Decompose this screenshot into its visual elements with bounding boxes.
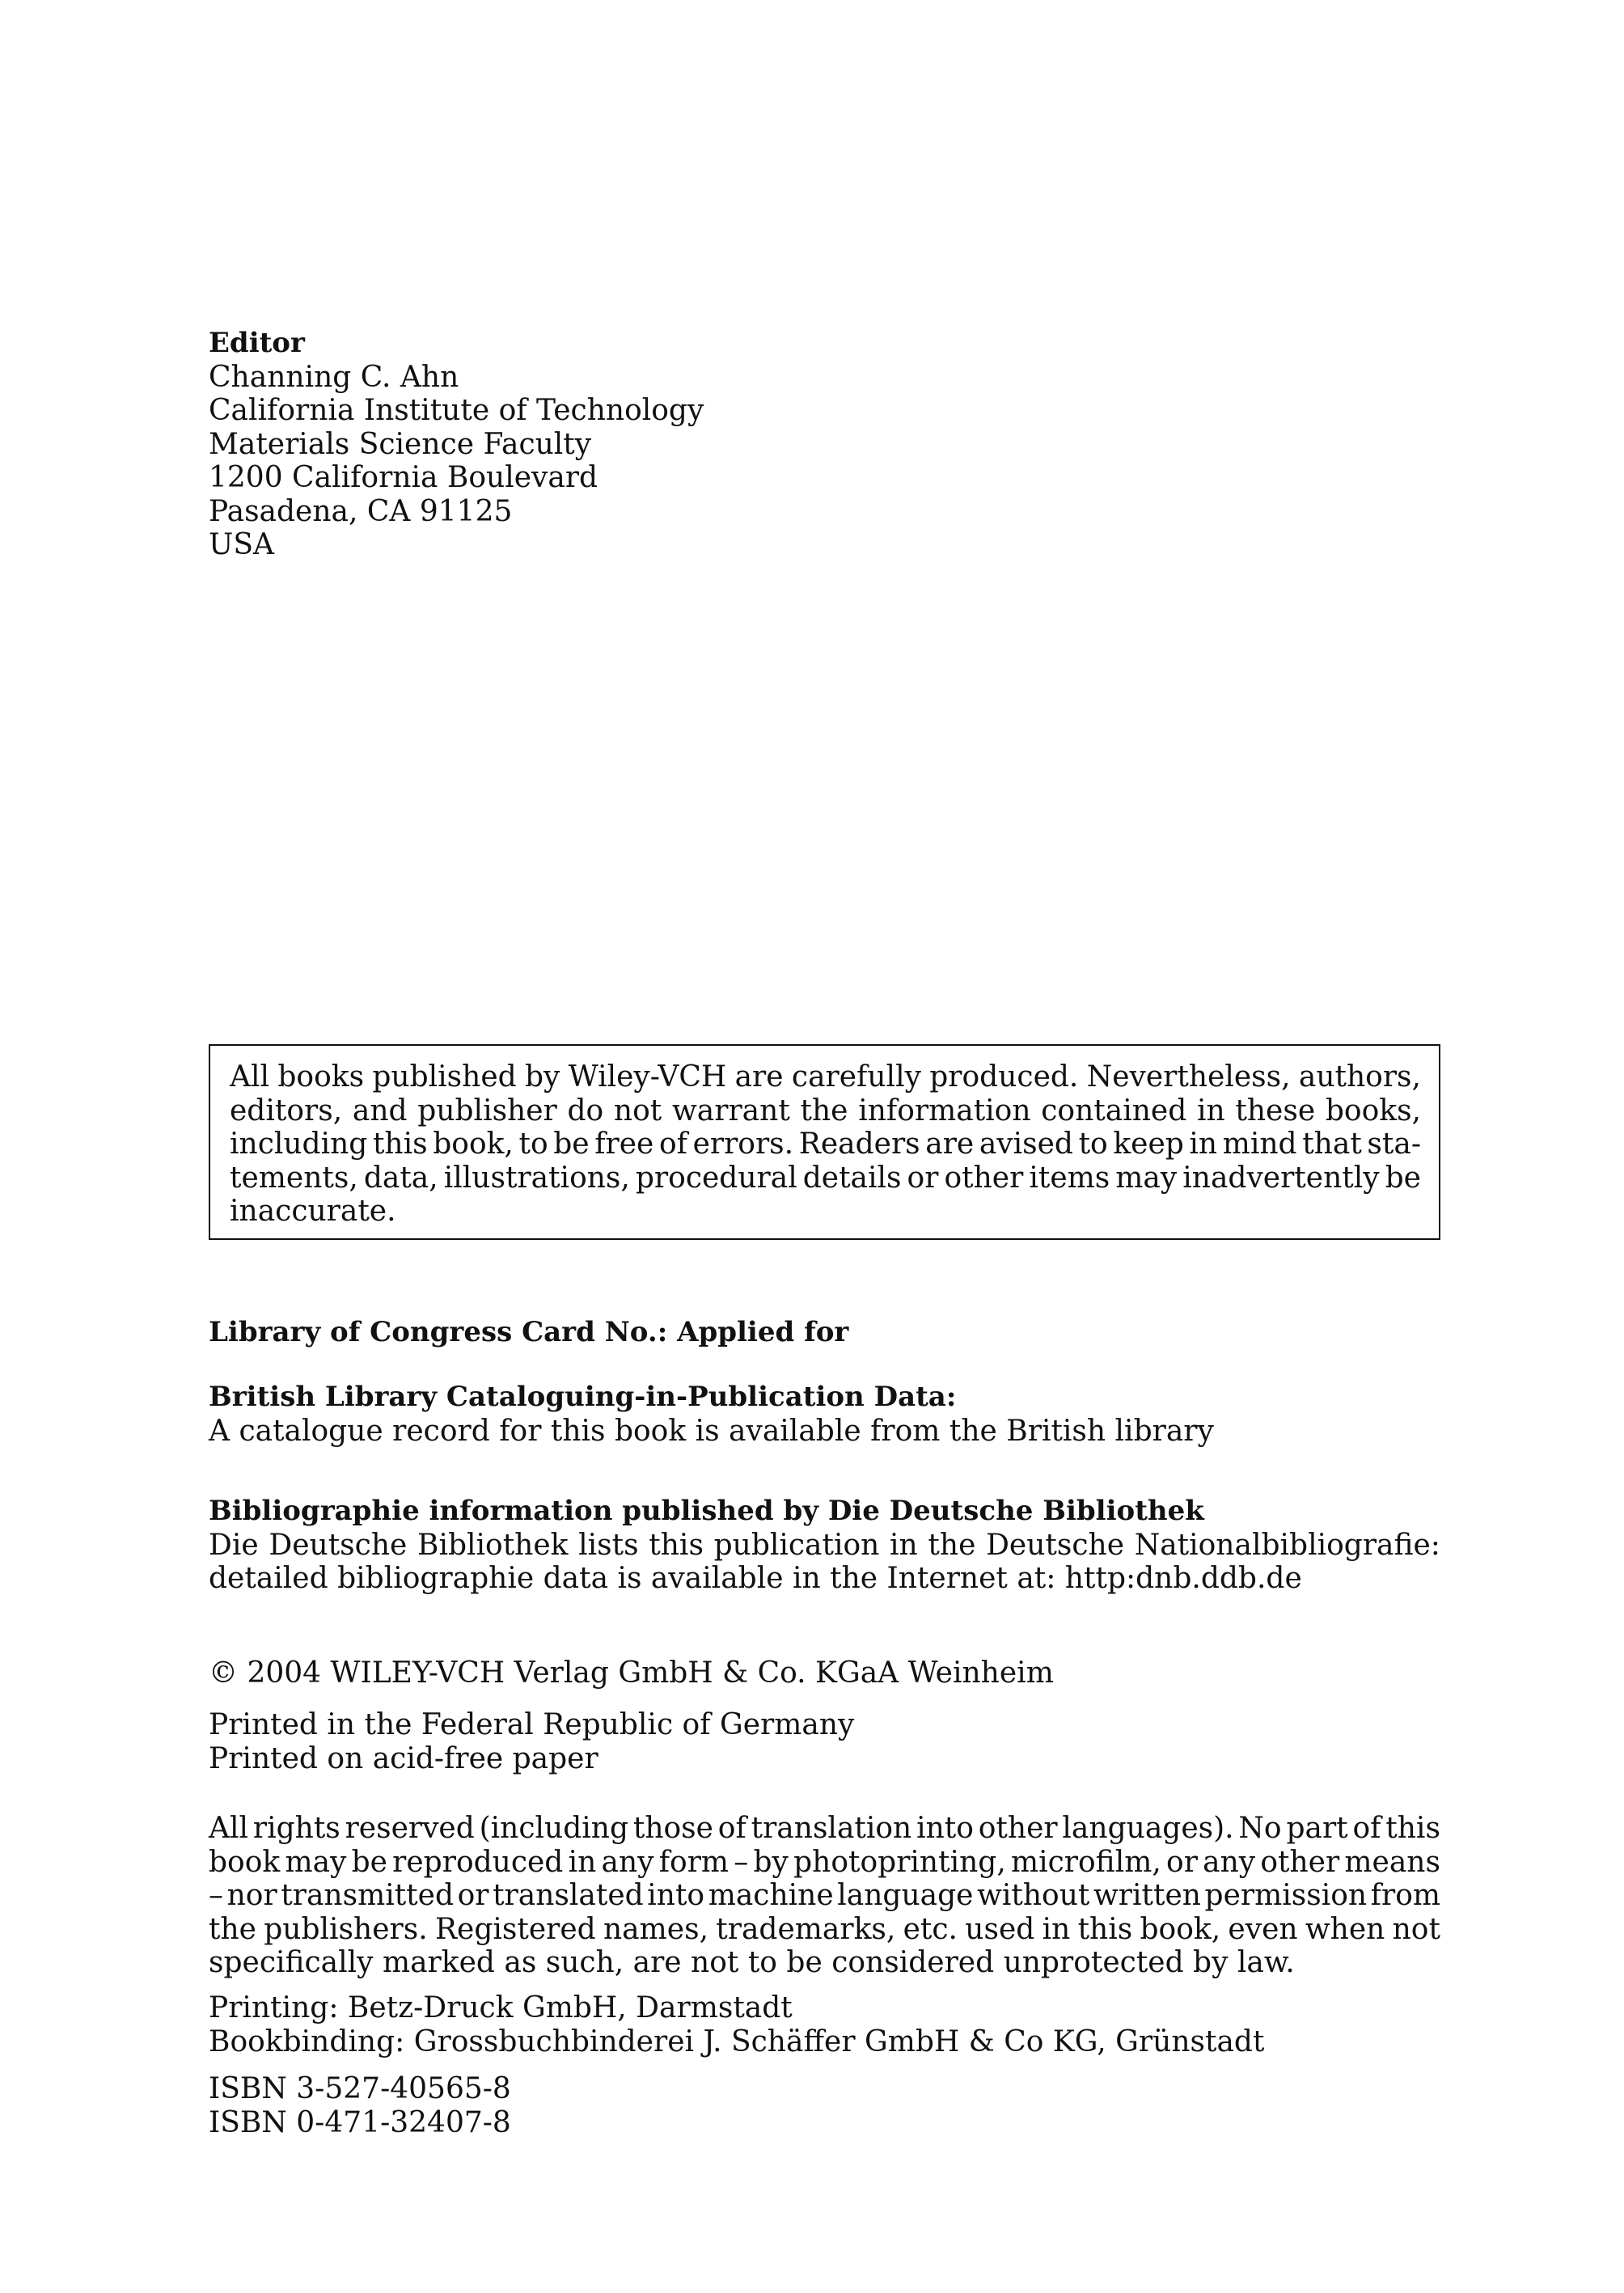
editor-name: Channing C. Ahn xyxy=(209,360,459,394)
printing-credit: Printing: Betz-Druck GmbH, Darmstadt xyxy=(209,1991,793,2024)
copyright-block xyxy=(209,1656,1440,1690)
british-library-text: A catalogue record for this book is available from the British library xyxy=(209,1414,1214,1448)
rights-line: All rights reserved (including those of translation into other languages). No part of this xyxy=(209,1812,1440,1845)
library-of-congress-text: Library of Congress Card No.: Applied for xyxy=(209,1316,849,1348)
printed-block xyxy=(209,1708,1440,1775)
printed-paper: Printed on acid-free paper xyxy=(209,1741,598,1775)
deutsche-bibliothek-block xyxy=(209,1495,1440,1596)
editor-city: Pasadena, CA 91125 xyxy=(209,494,513,528)
editor-institution: California Institute of Technology xyxy=(209,394,704,427)
british-library-block xyxy=(209,1381,1440,1448)
isbn-line: ISBN 3-527-40565-8 xyxy=(209,2072,511,2105)
disclaimer-line: including this book, to be free of errors. Readers are avised to keep in mind that sta- xyxy=(230,1127,1421,1161)
copyright-text: © 2004 WILEY-VCH Verlag GmbH & Co. KGaA Weinheim xyxy=(209,1656,1054,1690)
bookbinding-credit: Bookbinding: Grossbuchbinderei J. Schäffer GmbH & Co KG, Grünstadt xyxy=(209,2024,1265,2058)
editor-country: USA xyxy=(209,528,274,561)
rights-line: specifically marked as such, are not to be considered unprotected by law. xyxy=(209,1946,1295,1979)
editor-department: Materials Science Faculty xyxy=(209,427,592,461)
printed-country: Printed in the Federal Republic of Germany xyxy=(209,1708,855,1741)
rights-line: – nor transmitted or translated into machine language without written permission from xyxy=(209,1879,1440,1912)
production-block xyxy=(209,1991,1440,2058)
isbn-block xyxy=(209,2072,1440,2139)
isbn-line: ISBN 0-471-32407-8 xyxy=(209,2105,511,2139)
editor-block xyxy=(209,327,704,562)
disclaimer-box xyxy=(209,1044,1440,1240)
deutsche-bibliothek-line: detailed bibliographie data is available in the Internet at: http:dnb.ddb.de xyxy=(209,1562,1302,1595)
deutsche-bibliothek-line: Die Deutsche Bibliothek lists this publication in the Deutsche Nationalbibliografie: xyxy=(209,1528,1440,1562)
library-of-congress xyxy=(209,1316,1440,1350)
british-library-heading: British Library Cataloguing-in-Publication Data: xyxy=(209,1381,957,1413)
rights-line: book may be reproduced in any form – by photoprinting, microfilm, or any other means xyxy=(209,1845,1440,1879)
rights-line: the publishers. Registered names, trademarks, etc. used in this book, even when not xyxy=(209,1912,1440,1946)
editor-street: 1200 California Boulevard xyxy=(209,461,598,494)
disclaimer-line: All books published by Wiley-VCH are carefully produced. Nevertheless, authors, xyxy=(230,1060,1421,1094)
disclaimer-line: editors, and publisher do not warrant the information contained in these books, xyxy=(230,1094,1421,1127)
disclaimer-line: tements, data, illustrations, procedural details or other items may inadvertently be xyxy=(230,1161,1421,1195)
deutsche-bibliothek-heading: Bibliographie information published by Die Deutsche Bibliothek xyxy=(209,1495,1204,1527)
disclaimer-line: inaccurate. xyxy=(230,1195,396,1228)
editor-heading: Editor xyxy=(209,327,305,359)
rights-block xyxy=(209,1812,1440,1980)
